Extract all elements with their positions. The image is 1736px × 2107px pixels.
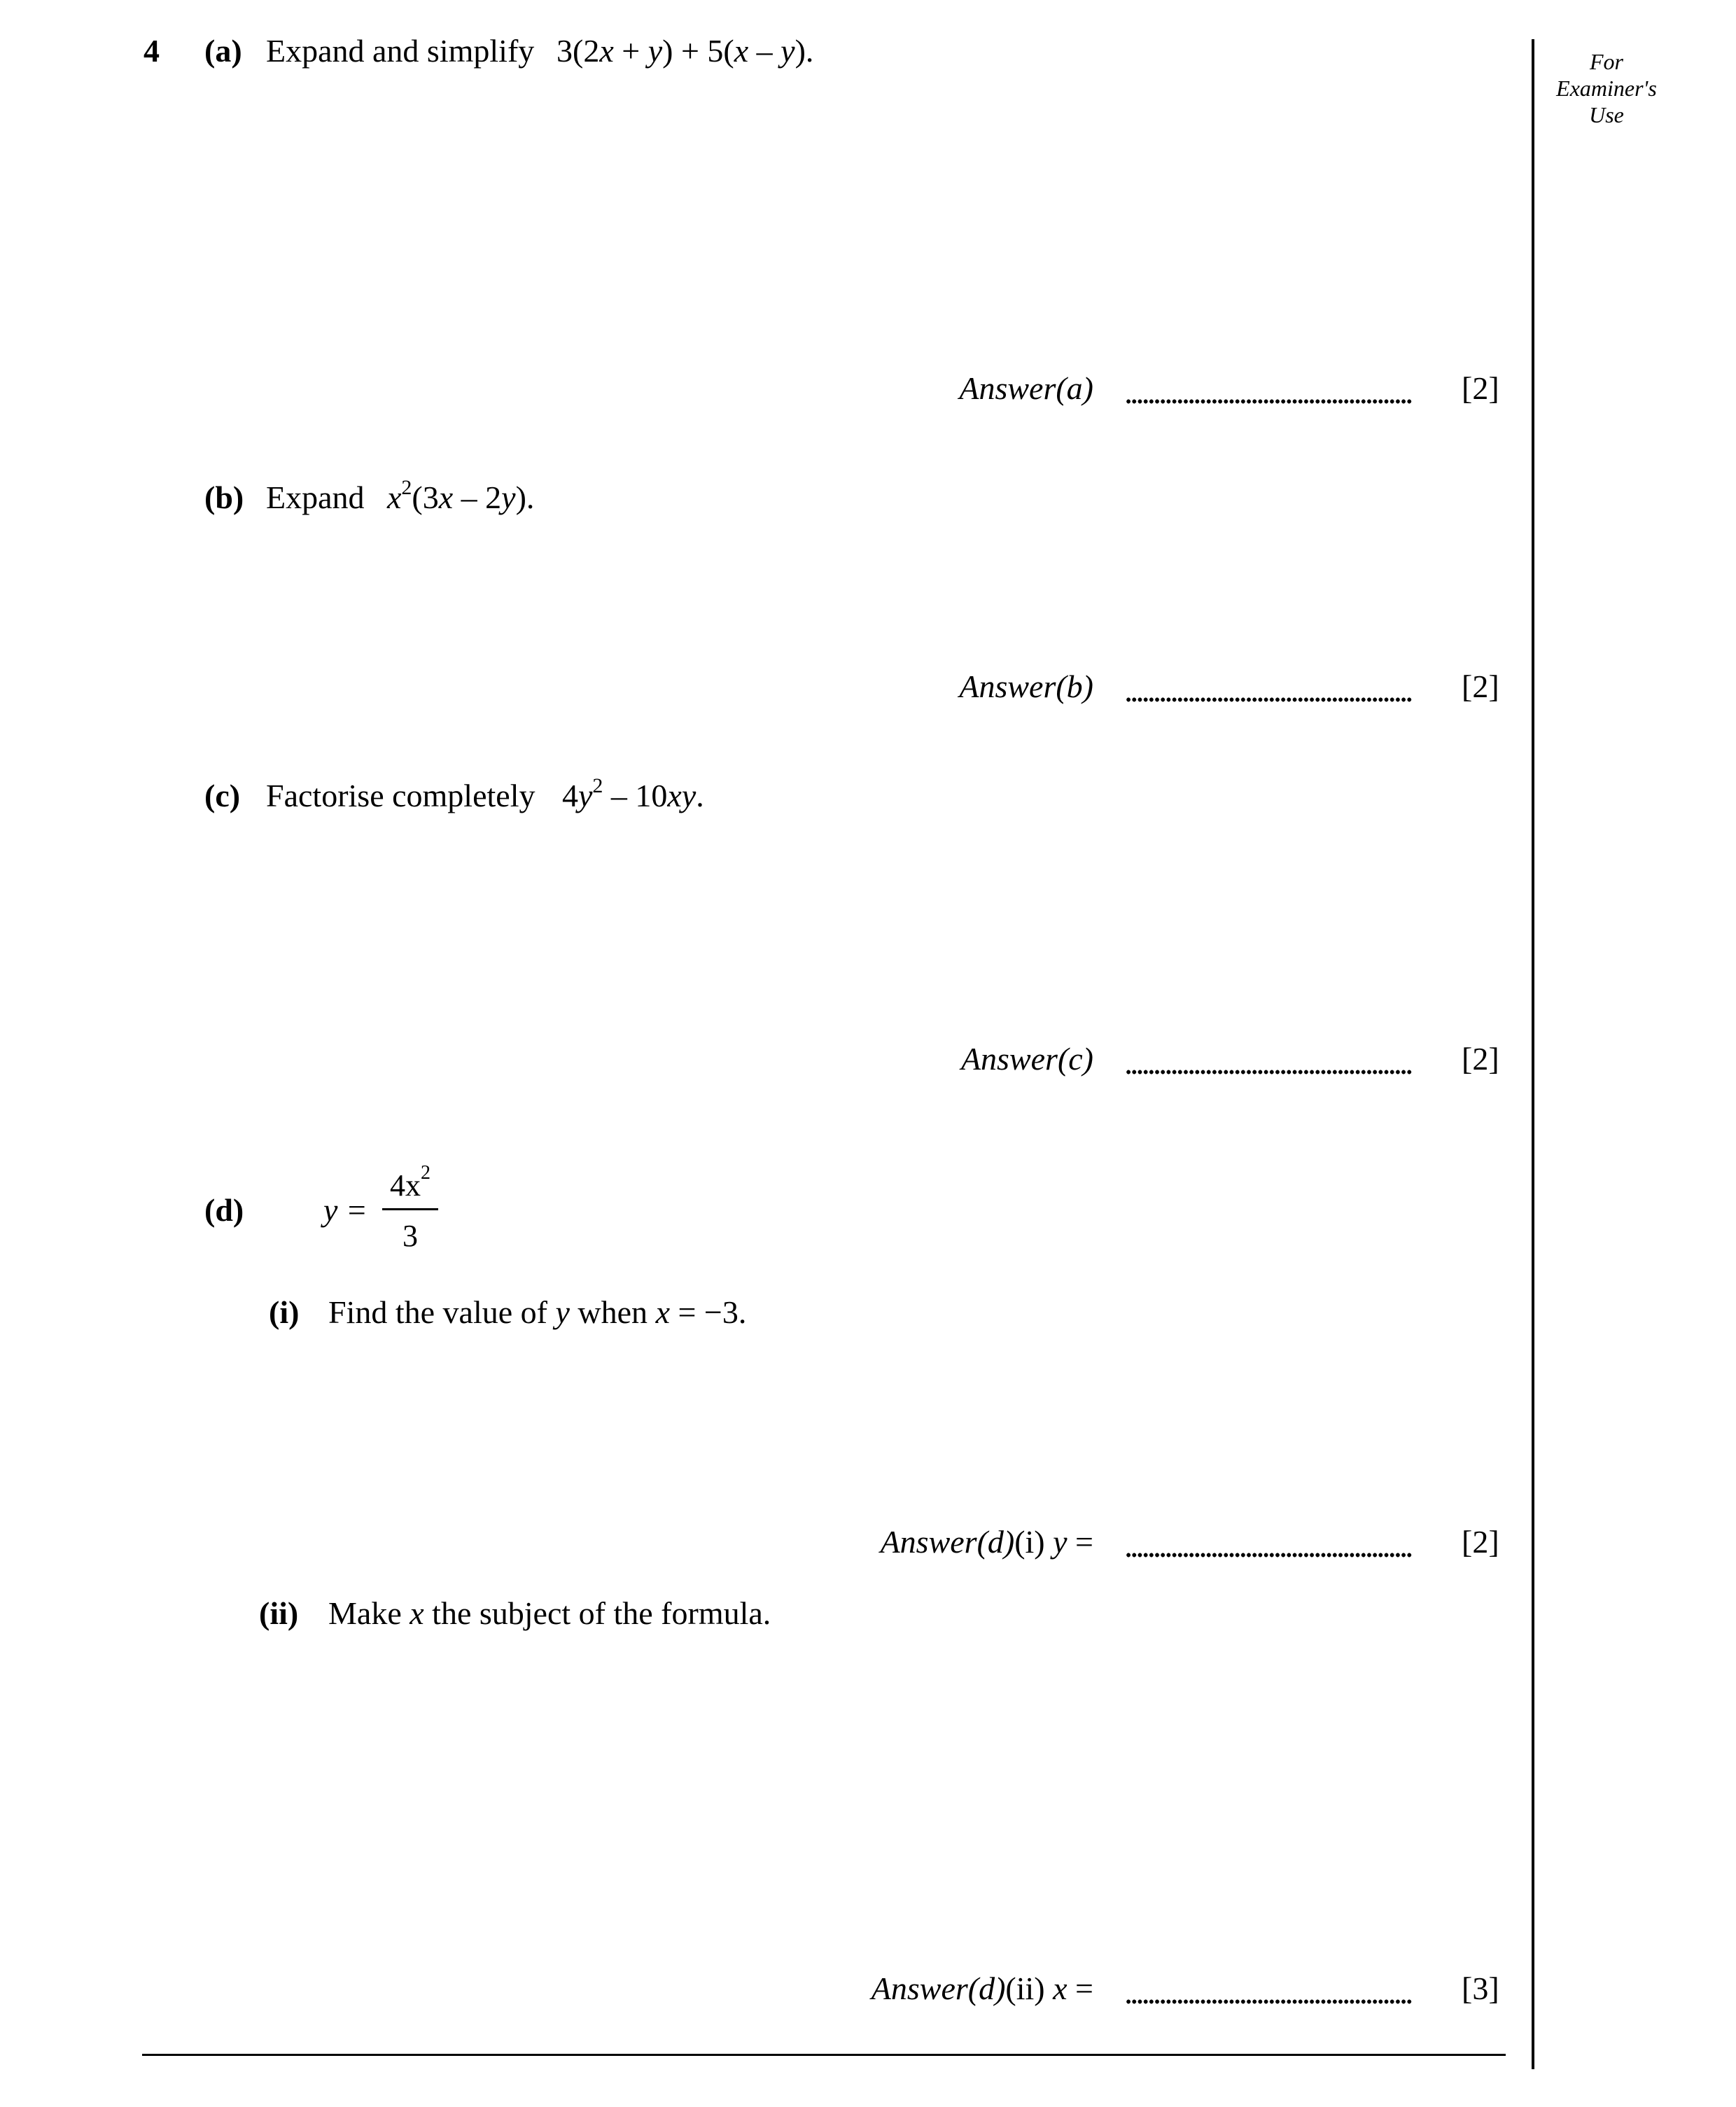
examiner-note-line3: Use (1589, 102, 1624, 127)
part-c-marks: [2] (1462, 1041, 1499, 1077)
formula-denominator: 3 (402, 1219, 418, 1253)
answer-b-label: Answer(b) (959, 668, 1093, 704)
part-b-marks: [2] (1462, 668, 1499, 704)
part-d-i-text: Find the value of y when x = −3. (328, 1294, 747, 1330)
fraction-bar (382, 1208, 438, 1210)
answer-a-field[interactable] (1126, 399, 1413, 404)
answer-b-field[interactable] (1126, 697, 1413, 702)
formula-lhs: y = (323, 1192, 368, 1228)
part-c-instruction: Factorise completely (266, 778, 536, 813)
part-d-ii-label: (ii) (259, 1595, 299, 1631)
formula-numerator (382, 1162, 438, 1203)
part-c-label: (c) (204, 778, 241, 813)
part-a-marks: [2] (1462, 370, 1499, 406)
part-a-instruction: Expand and simplify (266, 33, 535, 69)
answer-d-ii-field[interactable] (1126, 1999, 1413, 2004)
answer-c-label: Answer(c) (960, 1041, 1093, 1077)
part-d-ii-marks: [3] (1462, 1970, 1499, 2006)
numerator-exponent: 2 (421, 1162, 430, 1184)
examiner-note-line1: For (1590, 49, 1623, 74)
examiner-note-line2: Examiner's (1556, 76, 1657, 101)
examiner-column-divider (1532, 39, 1534, 2069)
question-number: 4 (144, 33, 160, 69)
answer-c-field[interactable] (1126, 1070, 1413, 1074)
part-b-expression: $x^2(3x - 2y)$. (387, 476, 535, 515)
numerator-text: 4x (390, 1168, 421, 1203)
part-d-i-marks: [2] (1462, 1524, 1499, 1560)
answer-d-ii-label: Answer(d)(ii) x = (871, 1970, 1093, 2006)
part-c-expression: $4y^2 - 10xy$. (562, 774, 704, 813)
part-b-instruction: Expand (266, 479, 365, 515)
answer-d-i-field[interactable] (1126, 1553, 1413, 1558)
part-d-ii-text: Make x the subject of the formula. (328, 1595, 771, 1631)
answer-a-label: Answer(a) (959, 370, 1093, 406)
bottom-rule (142, 2054, 1506, 2056)
part-a-expression: 3(2x + y) + 5(x – y). (556, 33, 814, 69)
part-d-i-label: (i) (269, 1294, 300, 1330)
part-a-label: (a) (204, 33, 242, 69)
answer-d-i-label: Answer(d)(i) y = (880, 1524, 1093, 1560)
part-b-label: (b) (204, 479, 244, 515)
part-d-label: (d) (204, 1192, 244, 1228)
